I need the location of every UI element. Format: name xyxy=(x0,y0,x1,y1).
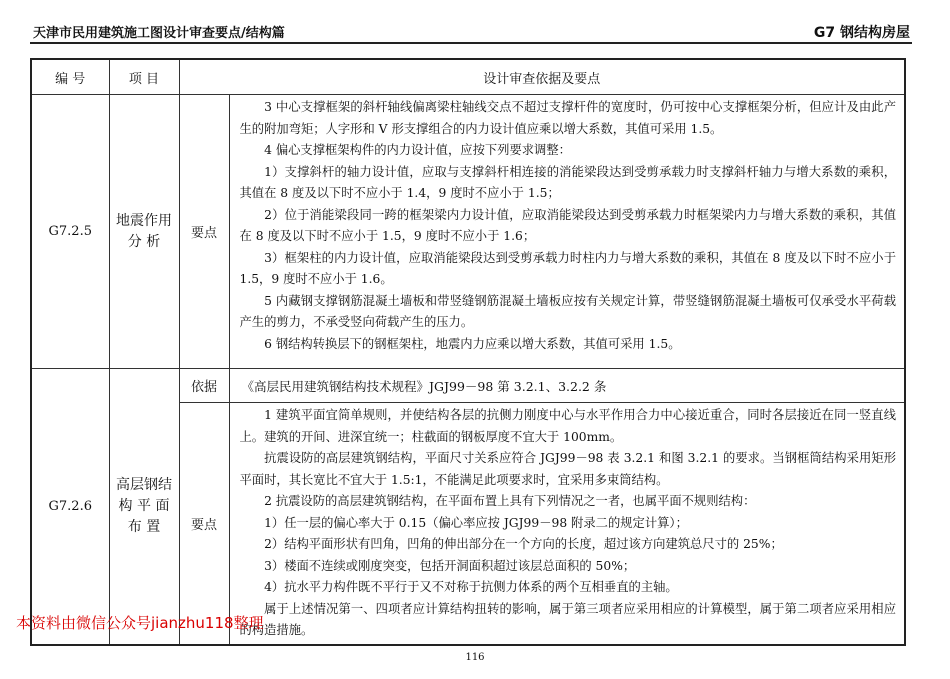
row-code: G7.2.5 xyxy=(31,95,109,369)
basis-text: 《高层民用建筑钢结构技术规程》JGJ99－98 第 3.2.1、3.2.2 条 xyxy=(229,369,905,403)
row-code: G7.2.6 xyxy=(31,369,109,645)
row-item-line: 布 置 xyxy=(127,518,161,535)
content-paragraph: 4 偏心支撑框架构件的内力设计值，应按下列要求调整： xyxy=(264,143,571,157)
header-item: 项 目 xyxy=(109,59,179,95)
content-paragraph: 5 内藏钢支撑钢筋混凝土墙板和带竖缝钢筋混凝土墙板应按有关规定计算，带竖缝钢筋混凝土墙板可仅承受水平荷载产生的剪力，不承受竖向荷载产生的压力。 xyxy=(239,293,896,329)
content-paragraph: 3）框架柱的内力设计值，应取消能梁段达到受剪承载力时柱内力与增大系数的乘积，其值在 8 度及以下时不应小于 1.5，9 度时不应小于 1.6。 xyxy=(239,250,896,286)
header-content: 设计审查依据及要点 xyxy=(179,59,905,95)
row-item-line: 构 平 面 xyxy=(118,497,170,514)
header-code: 编 号 xyxy=(31,59,109,95)
page-number: 116 xyxy=(465,652,485,663)
review-table xyxy=(30,58,906,646)
content-paragraph: 1）支撑斜杆的轴力设计值，应取与支撑斜杆相连接的消能梁段达到受剪承载力时支撑斜杆轴力与增大系数的乘积，其值在 8 度及以下时不应小于 1.4，9 度时不应小于 1.5； xyxy=(239,164,896,200)
row-item-line: 高层钢结 xyxy=(116,476,172,493)
content-paragraph: 2）结构平面形状有凹角，凹角的伸出部分在一个方向的长度，超过该方向建筑总尺寸的 25%； xyxy=(264,537,783,551)
row-item xyxy=(109,369,179,645)
content-paragraph: 1 建筑平面宜简单规则，并使结构各层的抗侧力刚度中心与水平作用合力中心接近重合，同时各层接近在同一竖直线上。建筑的开间、进深宜统一；柱截面的钢板厚度不宜大于 100mm。 xyxy=(239,408,896,444)
row-item xyxy=(109,95,179,369)
row-content xyxy=(229,403,905,645)
table-row-g726-basis xyxy=(31,369,905,403)
row-label: 要点 xyxy=(179,403,229,645)
content-paragraph: 4）抗水平力构件既不平行于又不对称于抗侧力体系的两个互相垂直的主轴。 xyxy=(264,580,678,594)
row-item-line: 分 析 xyxy=(127,233,161,250)
basis-label: 依据 xyxy=(179,369,229,403)
content-paragraph: 抗震设防的高层建筑钢结构，平面尺寸关系应符合 JGJ99－98 表 3.2.1 和图 3.2.1 的要求。当钢框筒结构采用矩形平面时，其长宽比不宜大于 1.5:1，不能满足此项要求时，宜采用多束筒结构。 xyxy=(239,451,896,487)
content-paragraph: 1）任一层的偏心率大于 0.15（偏心率应按 JGJ99－98 附录二的规定计算）； xyxy=(264,515,688,530)
chapter-title: G7 钢结构房屋 xyxy=(813,25,910,41)
row-content xyxy=(229,95,905,369)
header-divider xyxy=(30,42,912,44)
content-paragraph: 3 中心支撑框架的斜杆轴线偏离梁柱轴线交点不超过支撑杆件的宽度时，仍可按中心支撑框架分析，但应计及由此产生的附加弯矩；人字形和 V 形支撑组合的内力设计值应乘以增大系数，其值可采用 1.5。 xyxy=(239,100,896,136)
table-row-g725 xyxy=(31,95,905,369)
content-paragraph: 6 钢结构转换层下的钢框架柱，地震内力应乘以增大系数，其值可采用 1.5。 xyxy=(264,336,681,351)
document-header-title: 天津市民用建筑施工图设计审查要点/结构篇 xyxy=(33,26,285,41)
content-paragraph: 3）楼面不连续或刚度突变，包括开洞面积超过该层总面积的 50%； xyxy=(264,558,636,573)
content-paragraph: 属于上述情况第一、四项者应计算结构扭转的影响，属于第三项者应采用相应的计算模型，属于第二项者应采用相应的构造措施。 xyxy=(239,601,896,637)
watermark-text: 本资料由微信公众号jianzhu118整理 xyxy=(16,614,264,632)
row-item-line: 地震作用 xyxy=(116,212,172,229)
content-paragraph: 2）位于消能梁段同一跨的框架梁内力设计值，应取消能梁段达到受剪承载力时框架梁内力与增大系数的乘积，其值在 8 度及以下时不应小于 1.5，9 度时不应小于 1.6； xyxy=(239,207,896,243)
content-paragraph: 2 抗震设防的高层建筑钢结构，在平面布置上具有下列情况之一者，也属平面不规则结构： xyxy=(264,494,756,508)
row-label: 要点 xyxy=(179,95,229,369)
table-header-row xyxy=(31,59,905,95)
